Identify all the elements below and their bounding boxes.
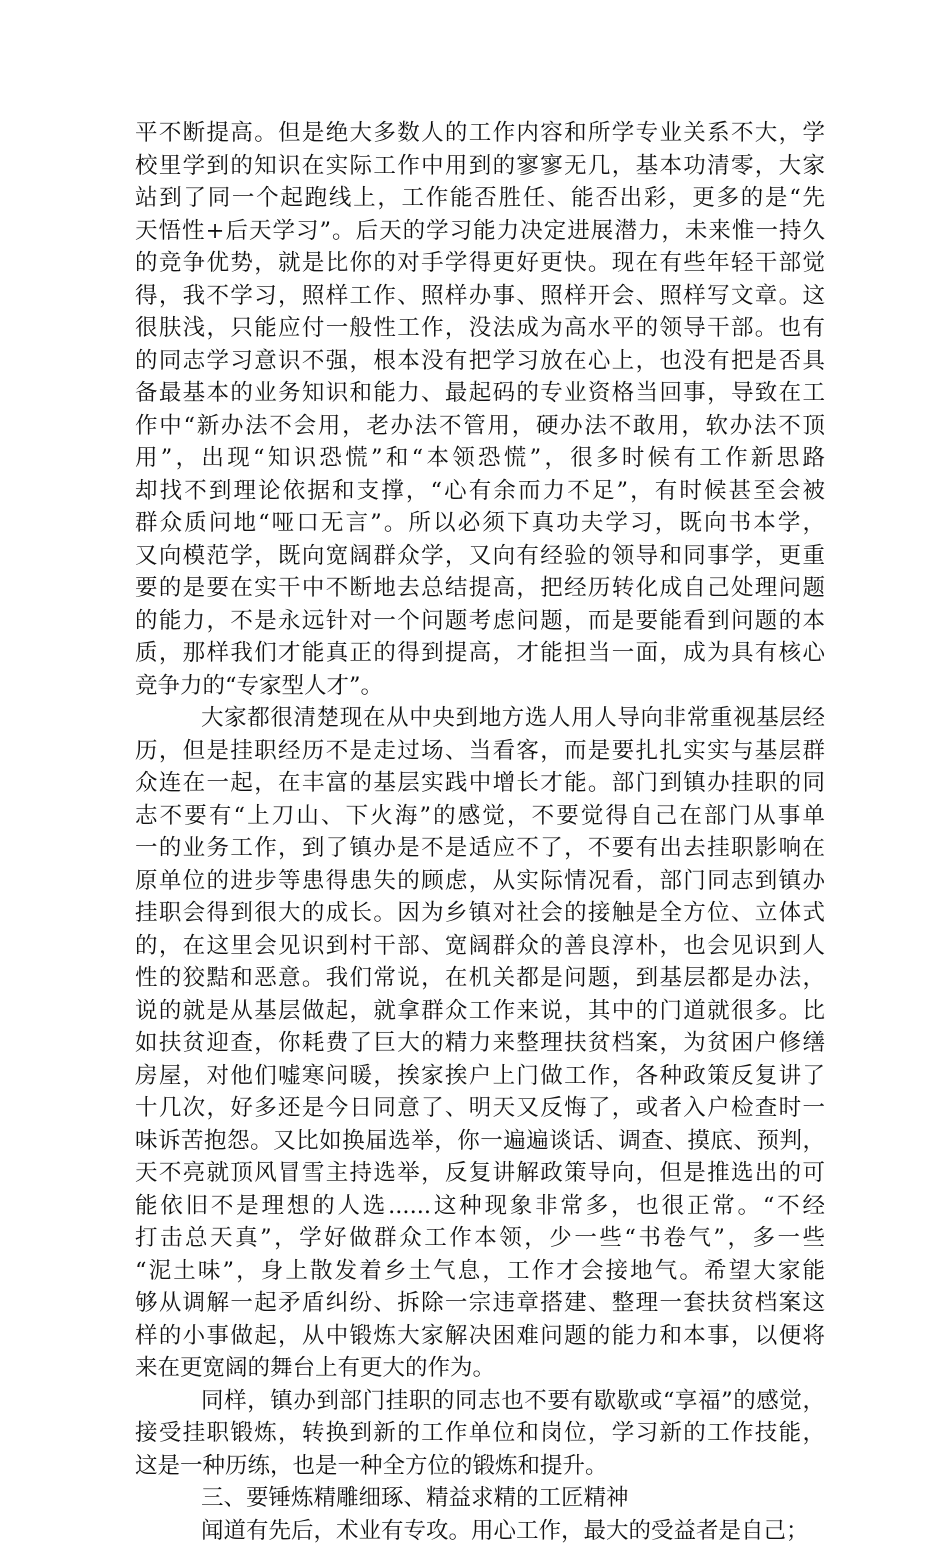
paragraph-department xyxy=(135,1385,825,1483)
text-line: 要的是要在实干中不断地去总结提高，把经历转化成自己处理问题 xyxy=(135,572,825,605)
text-line: 校里学到的知识在实际工作中用到的寥寥无几，基本功清零，大家 xyxy=(135,150,825,183)
text-line: 却找不到理论依据和支撑，“心有余而力不足”，有时候甚至会被 xyxy=(135,475,825,508)
text-line: “泥土味”，身上散发着乡土气息，工作才会接地气。希望大家能 xyxy=(135,1255,825,1288)
text-line: 接受挂职锻炼，转换到新的工作单位和岗位，学习新的工作技能， xyxy=(135,1417,825,1450)
text-line: 的能力，不是永远针对一个问题考虑问题，而是要能看到问题的本 xyxy=(135,605,825,638)
text-line: 又向模范学，既向宽阔群众学，又向有经验的领导和同事学，更重 xyxy=(135,540,825,573)
text-line: 原单位的进步等患得患失的顾虑，从实际情况看，部门同志到镇办 xyxy=(135,865,825,898)
text-line: 一的业务工作，到了镇办是不是适应不了，不要有出去挂职影响在 xyxy=(135,832,825,865)
text-line: 同样，镇办到部门挂职的同志也不要有歇歇或“享福”的感觉， xyxy=(135,1385,825,1418)
text-line: 的，在这里会见识到村干部、宽阔群众的善良淳朴，也会见识到人 xyxy=(135,930,825,963)
text-line: 作中“新办法不会用，老办法不管用，硬办法不敢用，软办法不顶 xyxy=(135,410,825,443)
text-line: 如扶贫迎查，你耗费了巨大的精力来整理扶贫档案，为贫困户修缮 xyxy=(135,1027,825,1060)
text-line: 说的就是从基层做起，就拿群众工作来说，其中的门道就很多。比 xyxy=(135,995,825,1028)
text-line: 性的狡黠和恶意。我们常说，在机关都是问题，到基层都是办法， xyxy=(135,962,825,995)
text-line: 群众质问地“哑口无言”。所以必须下真功夫学习，既向书本学， xyxy=(135,507,825,540)
text-line: 十几次，好多还是今日同意了、明天又反悔了，或者入户检查时一 xyxy=(135,1092,825,1125)
text-line: 历，但是挂职经历不是走过场、当看客，而是要扎扎实实与基层群 xyxy=(135,735,825,768)
text-line: 众连在一起，在丰富的基层实践中增长才能。部门到镇办挂职的同 xyxy=(135,767,825,800)
paragraph-learning xyxy=(135,117,825,702)
paragraph-grassroots xyxy=(135,702,825,1385)
paragraph-craftsmanship xyxy=(135,1515,825,1547)
text-line: 来在更宽阔的舞台上有更大的作为。 xyxy=(135,1352,825,1385)
text-line: 挂职会得到很大的成长。因为乡镇对社会的接触是全方位、立体式 xyxy=(135,897,825,930)
text-line: 天不亮就顶风冒雪主持选举，反复讲解政策导向，但是推选出的可 xyxy=(135,1157,825,1190)
text-line: 够从调解一起矛盾纠纷、拆除一宗违章搭建、整理一套扶贫档案这 xyxy=(135,1287,825,1320)
text-line: 用”，出现“知识恐慌”和“本领恐慌”，很多时候有工作新思路 xyxy=(135,442,825,475)
text-line: 的同志学习意识不强，根本没有把学习放在心上，也没有把是否具 xyxy=(135,345,825,378)
text-line: 打击总天真”，学好做群众工作本领，少一些“书卷气”，多一些 xyxy=(135,1222,825,1255)
text-line: 的竞争优势，就是比你的对手学得更好更快。现在有些年轻干部觉 xyxy=(135,247,825,280)
text-line: 竞争力的“专家型人才”。 xyxy=(135,670,825,703)
text-line: 能依旧不是理想的人选......这种现象非常多，也很正常。“不经 xyxy=(135,1190,825,1223)
text-line: 质，那样我们才能真正的得到提高，才能担当一面，成为具有核心 xyxy=(135,637,825,670)
document-body xyxy=(135,117,825,1547)
text-line: 味诉苦抱怨。又比如换届选举，你一遍遍谈话、调查、摸底、预判， xyxy=(135,1125,825,1158)
text-line: 得，我不学习，照样工作、照样办事、照样开会、照样写文章。这 xyxy=(135,280,825,313)
text-line: 闻道有先后，术业有专攻。用心工作，最大的受益者是自己； xyxy=(135,1515,825,1547)
text-line: 天悟性+后天学习”。后天的学习能力决定进展潜力，未来惟一持久 xyxy=(135,215,825,248)
text-line: 很肤浅，只能应付一般性工作，没法成为高水平的领导干部。也有 xyxy=(135,312,825,345)
text-line: 房屋，对他们嘘寒问暖，挨家挨户上门做工作，各种政策反复讲了 xyxy=(135,1060,825,1093)
text-line: 志不要有“上刀山、下火海”的感觉，不要觉得自己在部门从事单 xyxy=(135,800,825,833)
text-line: 这是一种历练，也是一种全方位的锻炼和提升。 xyxy=(135,1450,825,1483)
text-line: 备最基本的业务知识和能力、最起码的专业资格当回事，导致在工 xyxy=(135,377,825,410)
text-line: 大家都很清楚现在从中央到地方选人用人导向非常重视基层经 xyxy=(135,702,825,735)
heading-text: 三、要锤炼精雕细琢、精益求精的工匠精神 xyxy=(135,1482,825,1515)
text-line: 平不断提高。但是绝大多数人的工作内容和所学专业关系不大，学 xyxy=(135,117,825,150)
text-line: 样的小事做起，从中锻炼大家解决困难问题的能力和本事，以便将 xyxy=(135,1320,825,1353)
section-heading xyxy=(135,1482,825,1515)
text-line: 站到了同一个起跑线上，工作能否胜任、能否出彩，更多的是“先 xyxy=(135,182,825,215)
